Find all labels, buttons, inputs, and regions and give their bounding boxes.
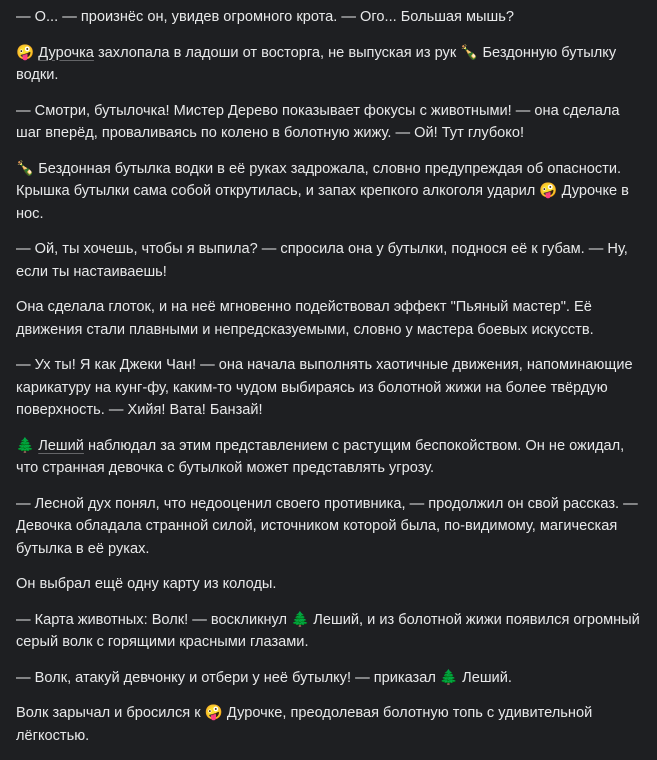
paragraph — [16, 238, 646, 283]
text: захлопала в ладоши от восторга, не выпуская из рук 🍾 Бездонную бутылку водки. — [16, 44, 617, 83]
paragraph — [16, 100, 646, 145]
text: — О... — произнёс он, увидев огромного крота. — Ого... Большая мышь? — [16, 9, 514, 25]
paragraph — [16, 609, 646, 654]
text: 🌲 — [16, 437, 39, 454]
paragraph — [16, 6, 646, 29]
paragraph — [16, 493, 646, 561]
paragraph — [16, 296, 646, 341]
text: 🍾 Бездонная бутылка водки в её руках задрожала, словно предупреждая об опасности. Крышка бутылки сама собой открутилась, и запах крепкого алкоголя ударил 🤪 Дурочке в нос. — [16, 160, 629, 222]
text: — Карта животных: Волк! — воскликнул 🌲 Леший, и из болотной жижи появился огромный серый волк с горящими красными глазами. — [16, 611, 640, 650]
text: 🤪 — [16, 44, 39, 61]
paragraph — [16, 435, 646, 480]
paragraph — [16, 158, 646, 226]
paragraph — [16, 702, 646, 747]
text: — Смотри, бутылочка! Мистер Дерево показывает фокусы с животными! — она сделала шаг вперёд, проваливаясь по колено в болотную жижу. — Ой! Тут глубоко! — [16, 102, 620, 141]
text: — Лесной дух понял, что недооценил своего противника, — продолжил он свой рассказ. — Девочка обладала странной силой, источником которой была, по-видимому, магическая бутылка в её руках. — [16, 495, 638, 557]
text: — Ух ты! Я как Джеки Чан! — она начала выполнять хаотичные движения, напоминающие карикатуру на кунг-фу, каким-то чудом выбираясь из болотной жижи на более твёрдую поверхность. — Хийя! Вата! Банзай! — [16, 357, 633, 418]
chat-message-body — [16, 6, 646, 760]
paragraph — [16, 573, 646, 596]
character-link-durochka[interactable]: Дурочка — [38, 44, 94, 61]
text: — Волк, атакуй девчонку и отбери у неё бутылку! — приказал 🌲 Леший. — [16, 669, 512, 686]
character-link-leshiy[interactable]: Леший — [38, 437, 84, 454]
text: Волк зарычал и бросился к 🤪 Дурочке, преодолевая болотную топь с удивительной лёгкостью. — [16, 705, 593, 744]
paragraph — [16, 667, 646, 690]
paragraph — [16, 354, 646, 422]
text: наблюдал за этим представлением с растущим беспокойством. Он не ожидал, что странная девочка с бутылкой может представлять угрозу. — [16, 437, 625, 476]
text: Он выбрал ещё одну карту из колоды. — [16, 576, 277, 592]
text: Она сделала глоток, и на неё мгновенно подействовал эффект "Пьяный мастер". Её движения стали плавными и непредсказуемыми, словно у мастера боевых искусств. — [16, 299, 594, 338]
paragraph — [16, 42, 646, 87]
text: — Ой, ты хочешь, чтобы я выпила? — спросила она у бутылки, поднося её к губам. — Ну, если ты настаиваешь! — [16, 241, 628, 280]
